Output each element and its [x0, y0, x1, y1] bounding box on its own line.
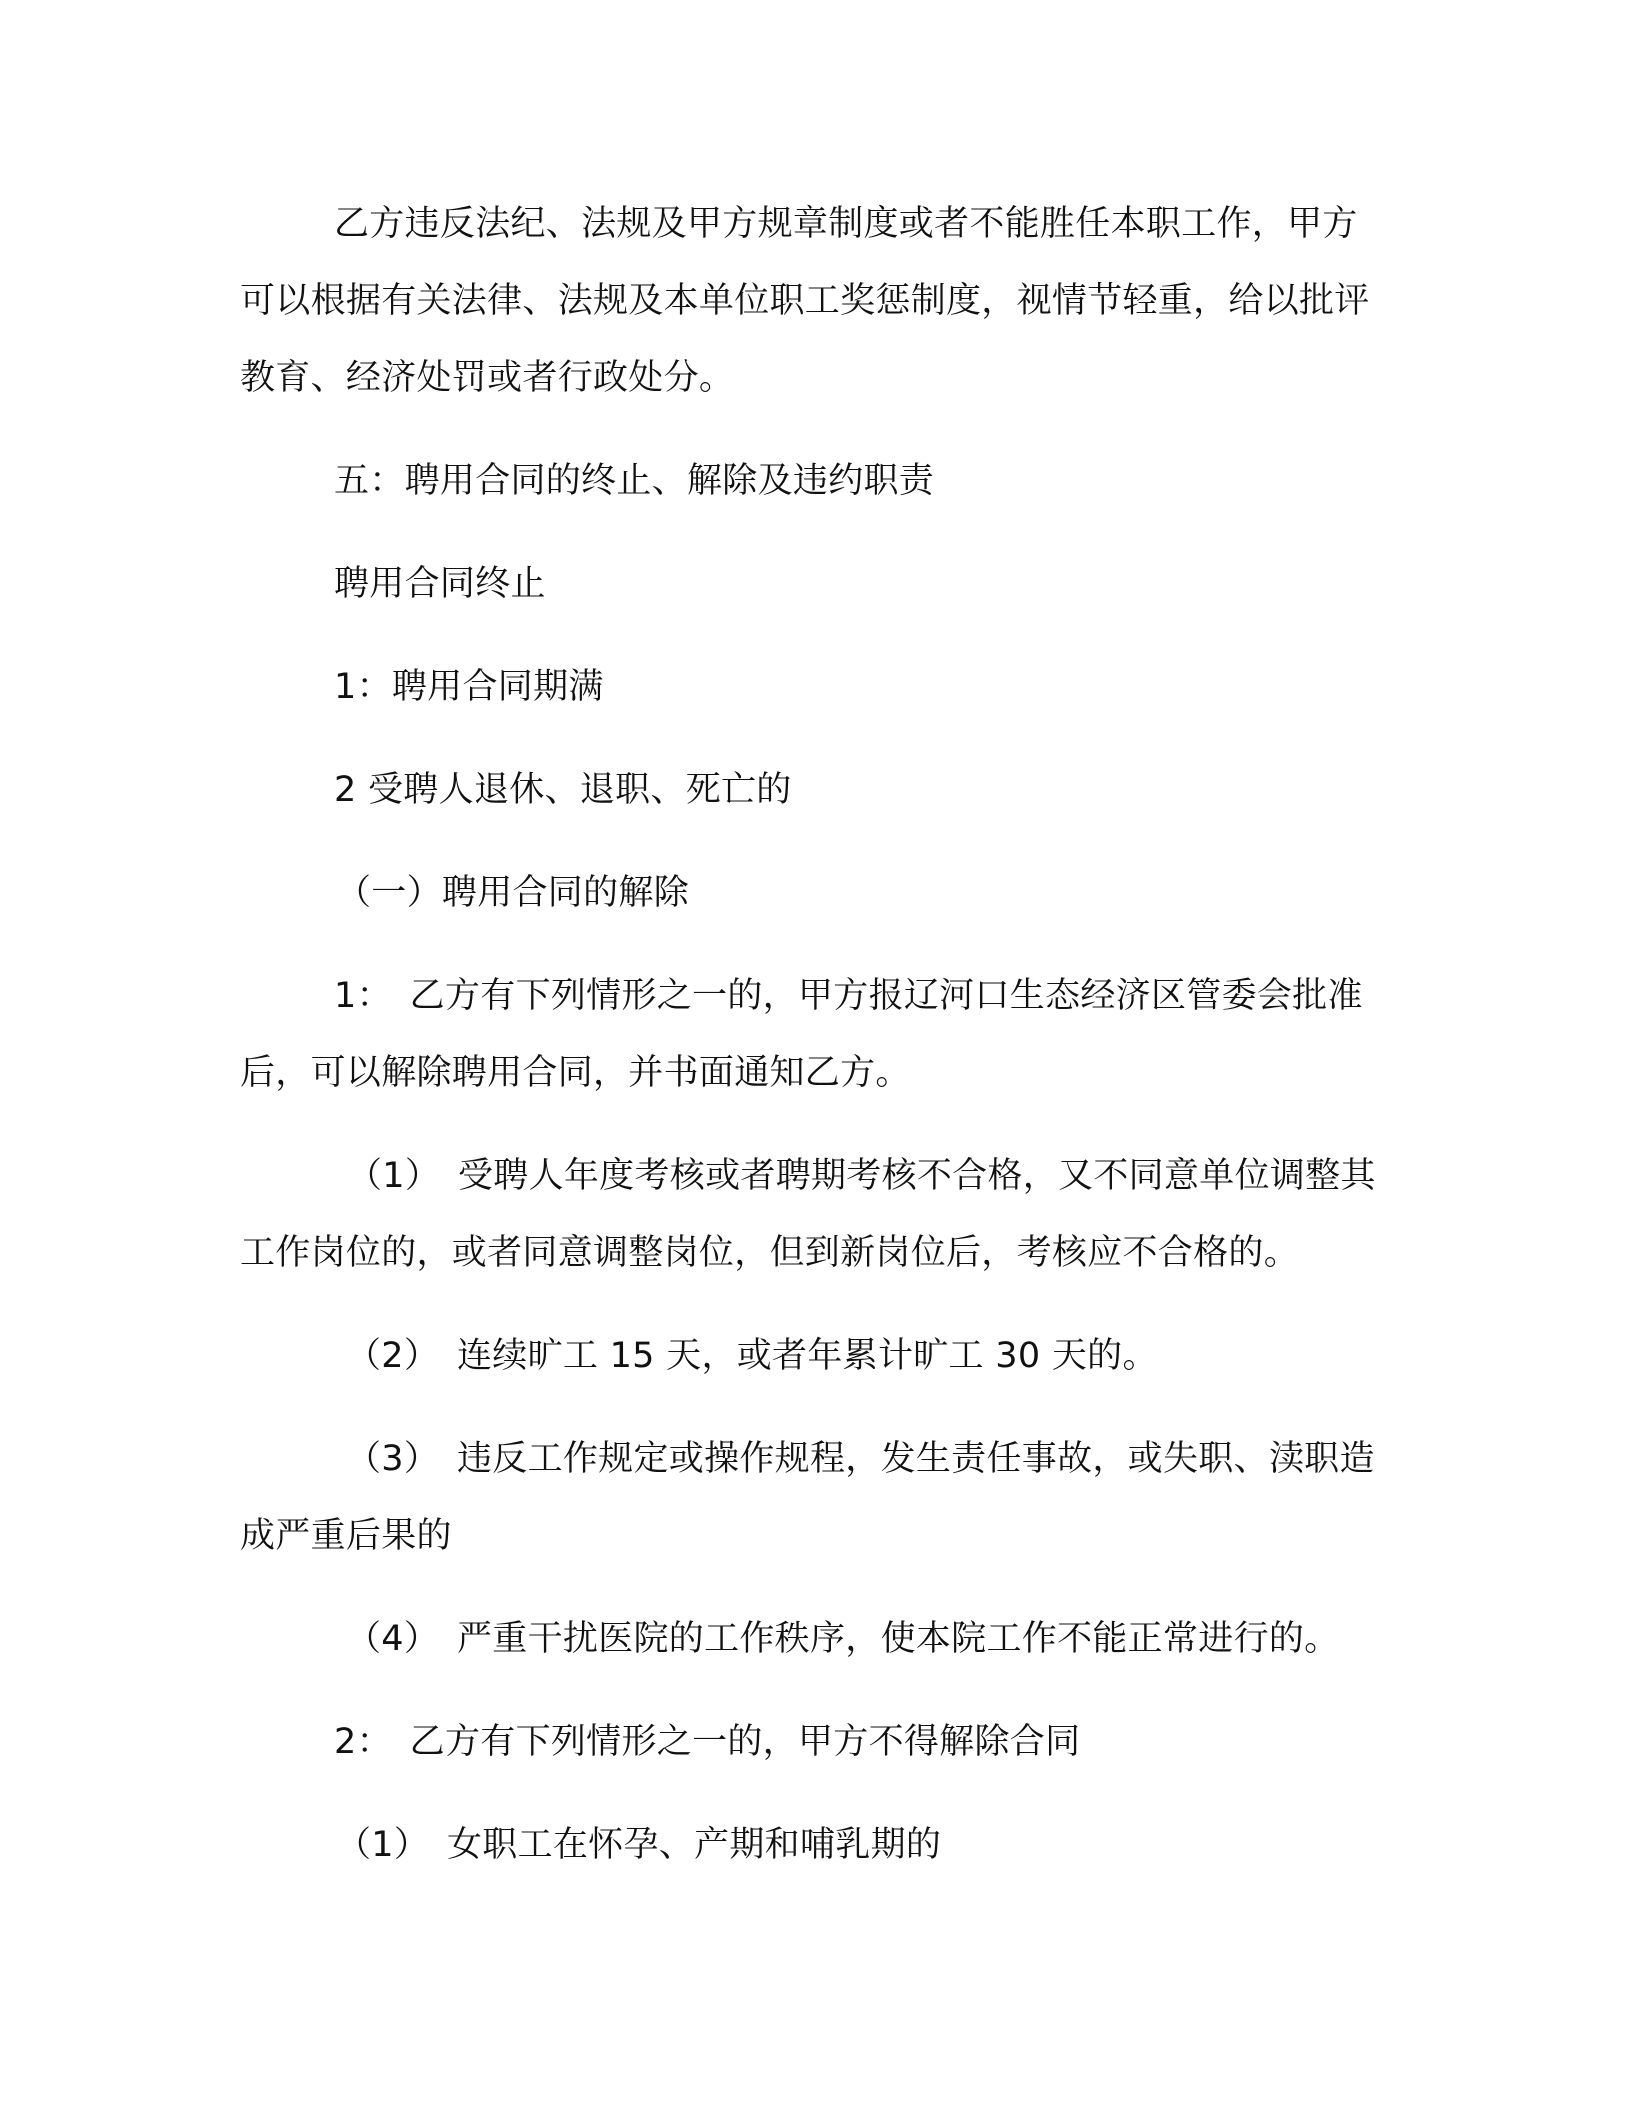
document-body [240, 186, 1380, 1910]
list-item-pregnancy: （1） 女职工在怀孕、产期和哺乳期的 [336, 1825, 942, 1865]
paragraph-discipline: 乙方违反法纪、法规及甲方规章制度或者不能胜任本职工作，甲方可以根据有关法律、法规及本单位职工奖惩制度，视情节轻重，给以批评教育、经济处罚或者行政处分。 [240, 204, 1370, 398]
list-item-assessment-failure: （1） 受聘人年度考核或者聘期考核不合格，又不同意单位调整其工作岗位的，或者同意调整岗位，但到新岗位后，考核应不合格的。 [240, 1156, 1376, 1273]
list-item-violation-accident: （3） 违反工作规定或操作规程，发生责任事故，或失职、渎职造成严重后果的 [240, 1439, 1375, 1556]
paragraph-no-dissolution: 2： 乙方有下列情形之一的，甲方不得解除合同 [334, 1722, 1081, 1762]
list-item-disruption: （4） 严重干扰医院的工作秩序，使本院工作不能正常进行的。 [346, 1619, 1340, 1659]
list-item-term-expired: 1：聘用合同期满 [334, 667, 604, 707]
subheading-contract-termination: 聘用合同终止 [334, 564, 546, 604]
list-item-absenteeism: （2） 连续旷工 15 天，或者年累计旷工 30 天的。 [346, 1336, 1158, 1376]
paragraph-dissolution-conditions: 1： 乙方有下列情形之一的，甲方报辽河口生态经济区管委会批准后，可以解除聘用合同，并书面通知乙方。 [240, 976, 1363, 1093]
list-item-retirement: 2 受聘人退休、退职、死亡的 [334, 770, 792, 810]
subheading-contract-dissolution: （一）聘用合同的解除 [336, 873, 690, 913]
section-heading-termination: 五：聘用合同的终止、解除及违约职责 [334, 461, 935, 501]
